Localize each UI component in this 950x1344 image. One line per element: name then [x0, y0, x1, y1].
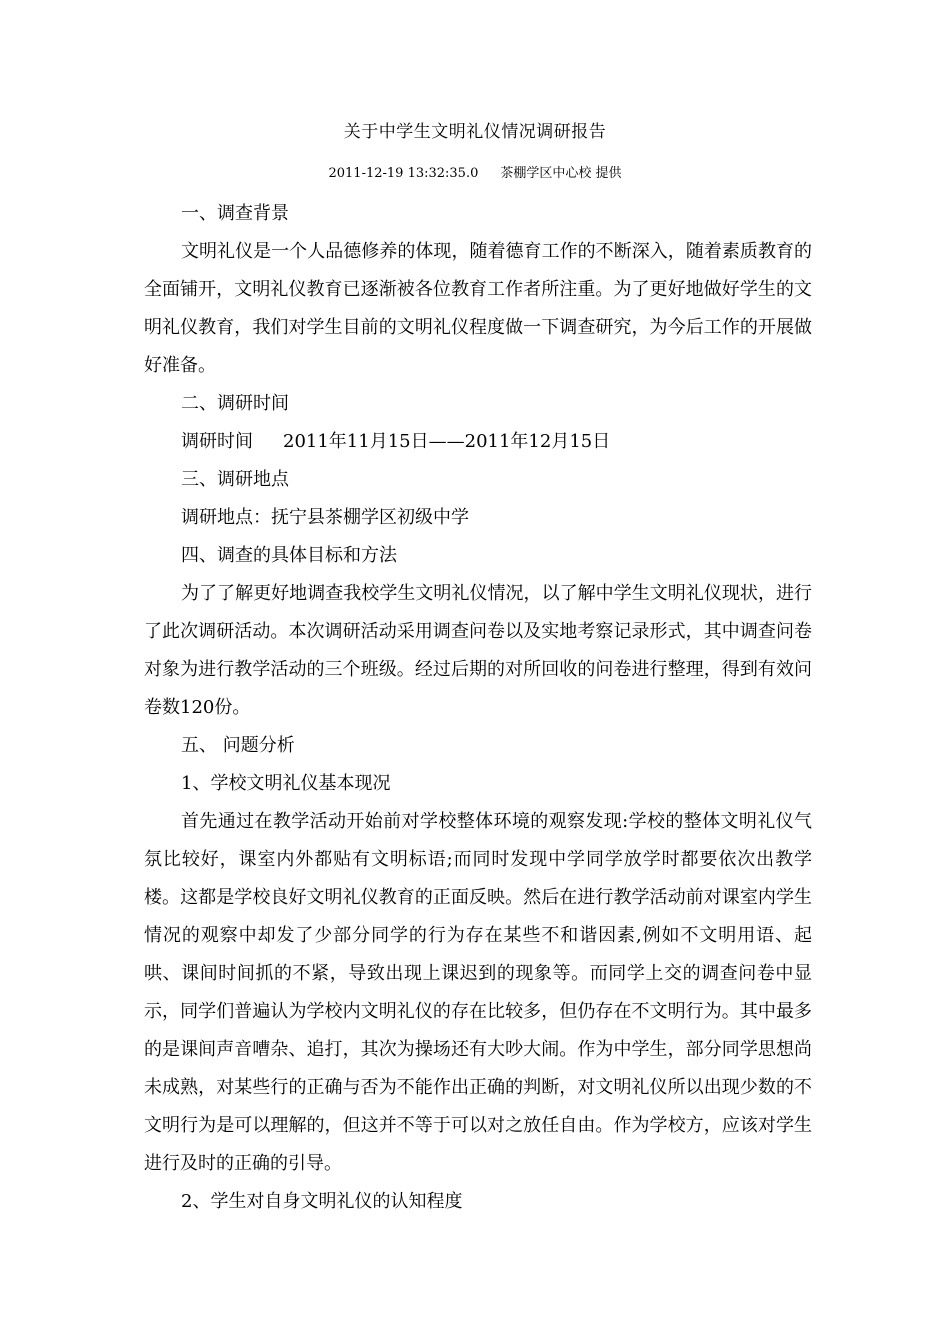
document-title: 关于中学生文明礼仪情况调研报告 — [343, 122, 607, 142]
paragraph-analysis-1: 首先通过在教学活动开始前对学校整体环境的观察发现:学校的整体文明礼仪气氛比较好，课室内外都贴有文明标语;而同时发现中学同学放学时都要依次出教学楼。这都是学校良好文明礼仪教育的正面反映。然后在进行教学活动前对课室内学生情况的观察中却发了少部分同学的行为存在某些不和谐因素,例如不文明用语、起哄、课间时间抓的不紧，导致出现上课迟到的现象等。而同学上交的调查问卷中显示，同学们普遍认为学校内文明礼仪的存在比较多，但仍存在不文明行为。其中最多的是课间声音嘈杂、追打，其次为操场还有大吵大闹。作为中学生，部分同学思想尚未成熟，对某些行的正确与否为不能作出正确的判断，对文明礼仪所以出现少数的不文明行为是可以理解的，但这并不等于可以对之放任自由。作为学校方，应该对学生进行及时的正确的引导。 — [144, 811, 812, 1174]
subsection-heading-2: 2、学生对自身文明礼仪的认知程度 — [181, 1191, 463, 1212]
section-heading-background: 一、调查背景 — [181, 203, 289, 224]
section-heading-analysis: 五、 问题分析 — [181, 735, 295, 756]
subsection-heading-1: 1、学校文明礼仪基本现况 — [181, 773, 391, 794]
document-meta — [0, 164, 950, 184]
section-heading-location: 三、调研地点 — [181, 469, 289, 490]
meta-provider: 茶棚学区中心校 提供 — [500, 166, 622, 181]
document-body — [144, 195, 812, 1221]
time-label: 调研时间 — [181, 431, 253, 452]
paragraph-location: 调研地点：抚宁县茶棚学区初级中学 — [181, 507, 469, 528]
section-heading-methods: 四、调查的具体目标和方法 — [181, 545, 397, 566]
meta-datetime: 2011-12-19 13:32:35.0 — [328, 166, 479, 181]
time-value: 2011年11月15日——2011年12月15日 — [283, 431, 611, 452]
section-heading-time: 二、调研时间 — [181, 393, 289, 414]
paragraph-background: 文明礼仪是一个人品德修养的体现，随着德育工作的不断深入，随着素质教育的全面铺开，文明礼仪教育已逐渐被各位教育工作者所注重。为了更好地做好学生的文明礼仪教育，我们对学生目前的文明礼仪程度做一下调查研究，为今后工作的开展做好准备。 — [144, 241, 812, 376]
paragraph-methods: 为了了解更好地调查我校学生文明礼仪情况，以了解中学生文明礼仪现状，进行了此次调研活动。本次调研活动采用调查问卷以及实地考察记录形式，其中调查问卷对象为进行教学活动的三个班级。经过后期的对所回收的问卷进行整理，得到有效问卷数120份。 — [144, 583, 812, 718]
paragraph-time — [144, 423, 812, 461]
